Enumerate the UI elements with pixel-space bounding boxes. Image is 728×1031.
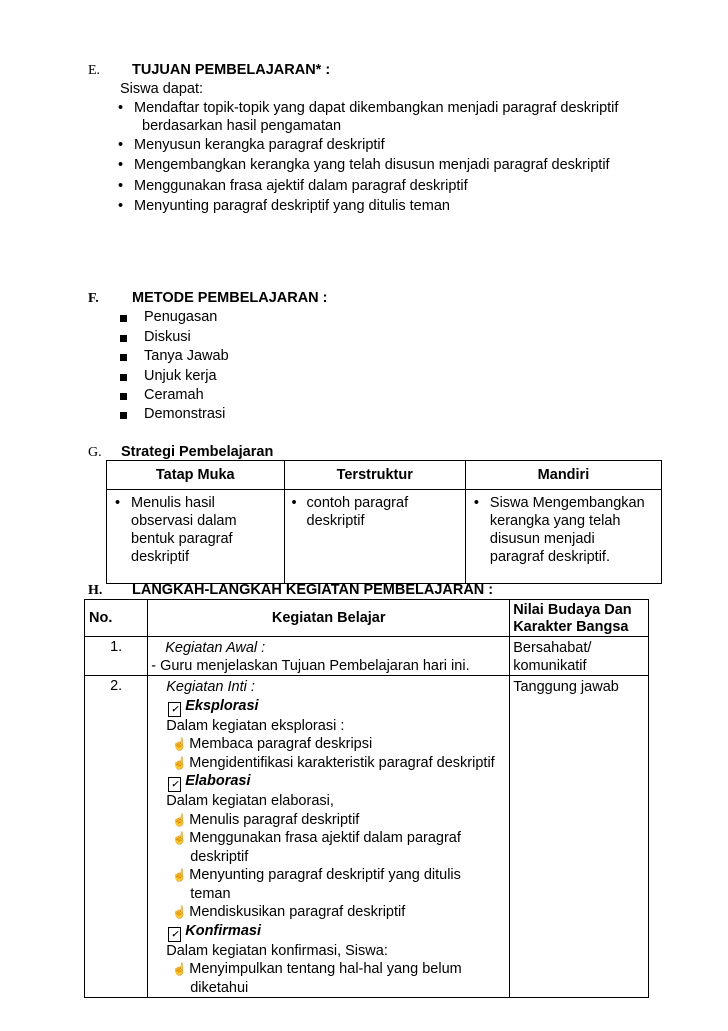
row-number: 2. (85, 676, 148, 998)
strategy-cell-terstruktur: • contoh paragraf deskriptif (284, 490, 465, 584)
list-item-continuation: berdasarkan hasil pengamatan (142, 118, 342, 134)
nilai-cell: Bersahabat/ komunikatif (510, 637, 649, 676)
header-nilai: Nilai Budaya Dan Karakter Bangsa (510, 600, 649, 637)
elaborasi-heading: Elaborasi (185, 773, 251, 789)
section-f-title: METODE PEMBELAJARAN : (132, 290, 328, 306)
pointing-hand-icon: ☝ (172, 812, 188, 827)
header-kegiatan: Kegiatan Belajar (148, 600, 510, 637)
kegiatan-awal-title: Kegiatan Awal : (165, 640, 266, 656)
strategy-cell-mandiri: • Siswa Mengembangkan kerangka yang telah disusun menjadi paragraf deskriptif. (465, 490, 661, 584)
list-item: Unjuk kerja (120, 368, 217, 384)
section-g-letter: G. (88, 445, 102, 460)
elaborasi-intro: Dalam kegiatan elaborasi, (166, 793, 334, 809)
kegiatan-awal-cell (148, 637, 510, 676)
list-item: Demonstrasi (120, 406, 225, 422)
strategy-table (106, 460, 662, 584)
list-item-continuation: diketahui (190, 979, 249, 996)
list-item: Ceramah (120, 387, 204, 403)
pointing-hand-icon: ☝ (172, 755, 188, 770)
list-item: Menyunting paragraf deskriptif yang ditulis (189, 867, 461, 883)
list-item-continuation: teman (190, 885, 231, 902)
square-bullet-icon (120, 315, 127, 322)
list-item: Diskusi (120, 329, 191, 345)
list-item: Penugasan (120, 309, 217, 325)
header-tatap-muka: Tatap Muka (107, 461, 285, 490)
list-item: Tanya Jawab (120, 348, 229, 364)
section-h-title: LANGKAH-LANGKAH KEGIATAN PEMBELAJARAN : (132, 582, 494, 598)
nilai-cell: Tanggung jawab (510, 676, 649, 998)
konfirmasi-heading: Konfirmasi (185, 922, 261, 939)
list-item: Menggunakan frasa ajektif dalam paragraf deskriptif (134, 178, 468, 194)
checkbox-icon: ✓ (168, 927, 181, 942)
eksplorasi-heading: Eksplorasi (185, 697, 259, 714)
square-bullet-icon (120, 335, 127, 342)
list-item: Menyunting paragraf deskriptif yang ditulis teman (134, 198, 450, 214)
list-item: Membaca paragraf deskripsi (189, 736, 373, 752)
square-bullet-icon (120, 412, 127, 419)
header-no: No. (85, 600, 148, 637)
list-item: Mendiskusikan paragraf deskriptif (189, 904, 406, 920)
square-bullet-icon (120, 354, 127, 361)
pointing-hand-icon: ☝ (172, 868, 188, 882)
pointing-hand-icon: ☝ (172, 831, 188, 845)
header-mandiri: Mandiri (465, 461, 661, 490)
kegiatan-awal-detail: - Guru menjelaskan Tujuan Pembelajaran hari ini. (151, 658, 470, 674)
checkbox-icon: ✓ (168, 702, 181, 717)
section-h-letter: H. (88, 583, 103, 598)
list-item: Mengembangkan kerangka yang telah disusun menjadi paragraf deskriptif (134, 157, 610, 173)
list-item: Menyusun kerangka paragraf deskriptif (134, 137, 385, 153)
row-number: 1. (85, 637, 148, 676)
checkbox-icon: ✓ (168, 777, 181, 792)
section-e-intro: Siswa dapat: (120, 81, 204, 97)
strategy-cell-tatap-muka: • Menulis hasil observasi dalam bentuk paragraf deskriptif (107, 490, 285, 584)
list-item: Menggunakan frasa ajektif dalam paragraf (189, 830, 461, 846)
square-bullet-icon (120, 393, 127, 400)
pointing-hand-icon: ☝ (172, 905, 188, 919)
list-item-continuation: deskriptif (190, 848, 249, 865)
pointing-hand-icon: ☝ (172, 737, 188, 751)
list-item: Mendaftar topik-topik yang dapat dikembangkan menjadi paragraf deskriptif (134, 100, 619, 116)
kegiatan-inti-title: Kegiatan Inti : (166, 679, 255, 695)
header-terstruktur: Terstruktur (284, 461, 465, 490)
section-e-letter: E. (88, 63, 101, 78)
section-g-title: Strategi Pembelajaran (121, 444, 274, 460)
list-item: Mengidentifikasi karakteristik paragraf deskriptif (189, 754, 495, 771)
eksplorasi-intro: Dalam kegiatan eksplorasi : (166, 717, 345, 734)
konfirmasi-intro: Dalam kegiatan konfirmasi, Siswa: (166, 942, 388, 959)
square-bullet-icon (120, 374, 127, 381)
activities-table (84, 599, 649, 998)
section-e-title: TUJUAN PEMBELAJARAN* : (132, 62, 331, 78)
section-f-letter: F. (88, 291, 99, 306)
pointing-hand-icon: ☝ (172, 962, 188, 976)
list-item: Menulis paragraf deskriptif (189, 811, 360, 828)
kegiatan-inti-cell (148, 676, 510, 998)
list-item: Menyimpulkan tentang hal-hal yang belum (189, 961, 462, 977)
